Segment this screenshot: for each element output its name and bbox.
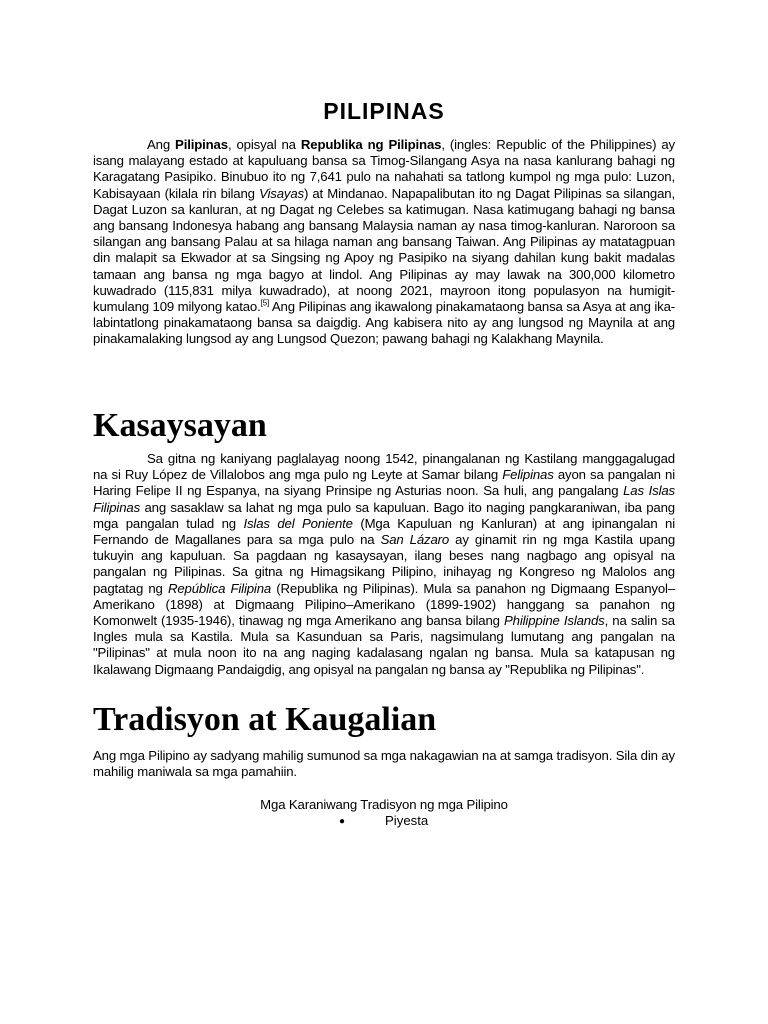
term-san-lazaro: San Lázaro: [380, 532, 450, 548]
list-item: [339, 813, 428, 828]
history-text-3: ang sasaklaw sa lahat ng mga pulo sa kapuluan. Bago ito naging pangkaraniwan, iba pang mga pangalan tulad ng: [93, 499, 675, 531]
intro-text-1: Ang: [147, 137, 176, 152]
intro-text-4: ) at Mindanao. Napapalibutan ito ng Dagat Pilipinas sa silangan, Dagat Luzon sa kanluran, at ng Dagat ng Celebes sa katimugan. Nasa katimugang bahagi ng bansa ang bansang Indonesya habang ang bansang Malaysia naman ay nasa timog-kanluran. Naroroon sa silangan ang bansang Palau at sa hilaga naman ang bansang Taiwan. Ang Pilipinas ay matatagpuan din malapit sa Ekwador at sa Singsing ng Apoy ng Pasipiko na siyang dahilan kung bakit madalas tamaan ang bansa ng mga bagyo at lindol. Ang Pilipinas ay may lawak na 300,000 kilometro kuwadrado (115,831 milya kuwadrado), at noong 2021, mayroon itong populasyon na humigit-kumulang 109 milyong katao.: [93, 185, 675, 315]
term-philippine-islands: Philippine Islands: [504, 613, 605, 629]
heading-kasaysayan: Kasaysayan: [93, 407, 267, 444]
history-text-5: ay ginamit rin ng mga Kastila upang tukuyin ang kapuluan. Sa pagdaan ng kasaysayan, ilang beses nang nagbago ang opisyal na pangalan ng Pilipinas. Sa gitna ng Himagsikang Pilipino, inihayag ng Kongreso ng Malolos ang pagtatag ng: [93, 532, 675, 596]
bullet-icon: ●: [339, 816, 346, 827]
tradition-list-title: Mga Karaniwang Tradisyon ng mga Pilipino: [260, 797, 508, 812]
intro-text-3: , (ingles: Republic of the Philippines) ay isang malayang estado at kapuluang bansa sa Timog-Silangang Asya na nasa kanlurang bahagi ng Karagatang Pasipiko. Binubuo ito ng 7,641 pulo na nahahati sa tatlong kumpol ng mga pulo: Luzon, Kabisayaan (kilala rin bilang: [93, 137, 676, 201]
term-las-islas-filipinas: Las Islas Filipinas: [93, 483, 675, 515]
term-felipinas: Felipinas: [502, 467, 554, 483]
history-paragraph: [93, 451, 675, 678]
term-pilipinas: Pilipinas: [175, 137, 228, 152]
heading-tradisyon: Tradisyon at Kaugalian: [93, 701, 437, 738]
intro-text-5: Ang Pilipinas ang ikawalong pinakamataong bansa sa Asya at ang ika-labintatlong pinakamataong bansa sa daigdig. Ang kabisera nito ay ang lungsod ng Maynila at ang pinakamalaking lungsod ay ang Lungsod Quezon; pawang bahagi ng Kalakhang Maynila.: [93, 299, 676, 347]
page-title: PILIPINAS: [323, 98, 445, 124]
history-text-6: (Republika ng Pilipinas). Mula sa panahon ng Digmaang Espanyol–Amerikano (1898) at Digmaang Pilipino–Amerikano (1899-1902) hanggang sa panahon ng Komonwelt (1935-1946), tinawag ng mga Amerikano ang bansa bilang: [93, 580, 676, 629]
intro-paragraph: [93, 137, 675, 348]
history-text-7: , na salin sa Ingles mula sa Kastila. Mula sa Kasunduan sa Paris, nagsimulang lumutang ang pangalan na "Pilipinas" at mula noon ito na ang naging kadalasang ngalan ng bansa. Mula sa katapusan ng Ikalawang Digmaang Pandaigdig, ang opisyal na pangalan ng bansa ay "Republika ng Pilipinas".: [93, 613, 675, 677]
term-islas-del-poniente: Islas del Poniente: [243, 515, 353, 531]
term-republica-filipina: República Filipina: [167, 580, 272, 596]
history-text-4: (Mga Kapuluan ng Kanluran) at ang ipinangalan ni Fernando de Magallanes para sa mga pulo na: [93, 515, 675, 548]
list-item-label: Piyesta: [385, 813, 429, 828]
citation-marker: [5]: [260, 298, 270, 308]
history-text-2: ayon sa pangalan ni Haring Felipe II ng Espanya, na siyang Prinsipe ng Asturias noon. Sa huli, ang pangalang: [93, 467, 675, 499]
term-visayas: Visayas: [259, 185, 304, 201]
intro-text-2: , opisyal na: [227, 137, 301, 152]
tradition-paragraph: Ang mga Pilipino ay sadyang mahilig sumunod sa mga nakagawian na at samga tradisyon. Sila din ay mahilig maniwala sa mga pamahiin.: [93, 748, 675, 780]
term-republika: Republika ng Pilipinas: [300, 137, 442, 152]
history-text-1: Sa gitna ng kaniyang paglalayag noong 1542, pinangalanan ng Kastilang manggagalugad na si Ruy López de Villalobos ang mga pulo ng Leyte at Samar bilang: [93, 451, 675, 483]
